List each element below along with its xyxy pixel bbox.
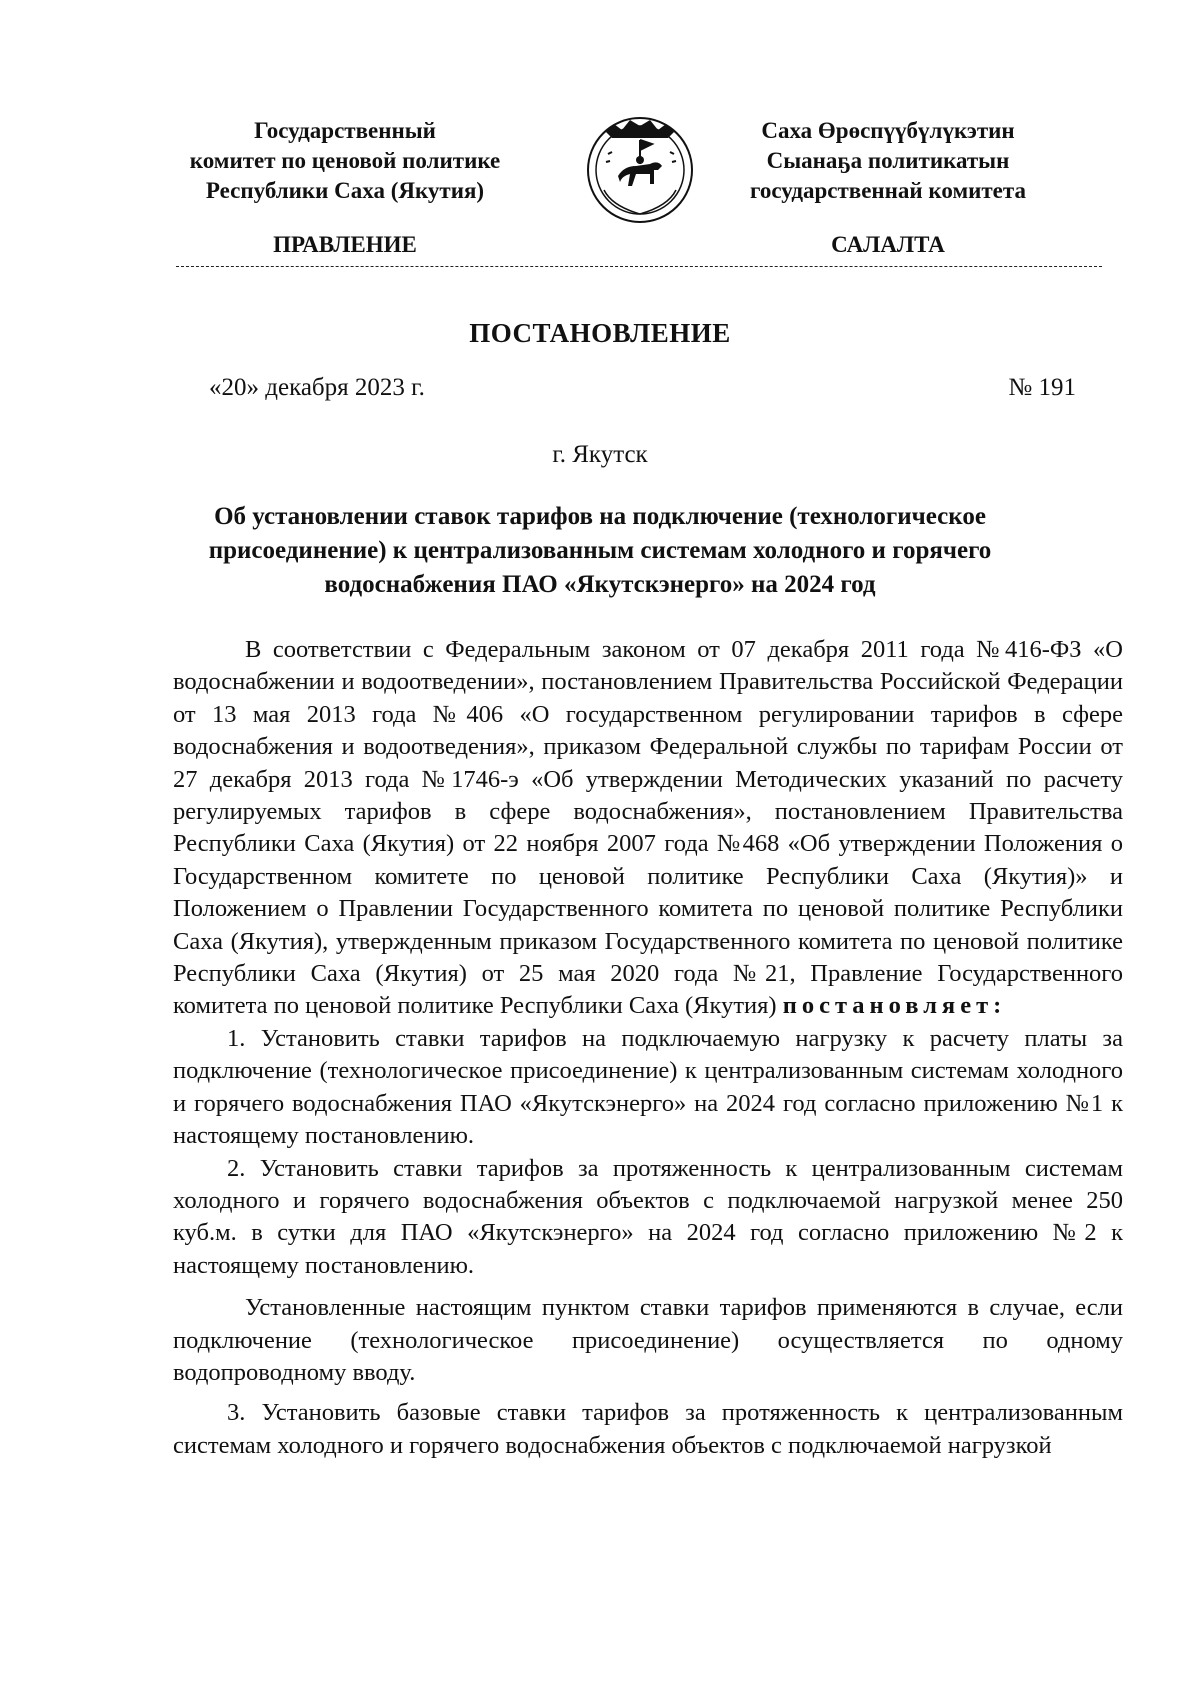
preamble-text: В соответствии с Федеральным законом от 07 декабря 2011 года №416-ФЗ «О водоснабжении и водоотведении», постановлением Правительства Российской Федерации от 13 мая 2013 года №406 «О государственном регулировании тарифов в сфере водоснабжения и водоотведения», приказом Федеральной службы по тарифам России от 27 декабря 2013 года №1746-э «Об утверждении Методических указаний по расчету регулируемых тарифов в сфере водоснабжения», постановлением Правительства Республики Саха (Якутия) от 22 ноября 2007 года №468 «Об утверждении Положения о Государственном комитете по ценовой политике Республики Саха (Якутия)» и Положением о Правлении Государственного комитета по ценовой политике Республики Саха (Якутия), утвержденным приказом Государственного комитета по ценовой политике Республики Саха (Якутия) от 25 мая 2020 года №21, Правление Государственного комитета по ценовой политике Республики Саха (Якутия) (173, 636, 1123, 1020)
issuer-name-russian (150, 116, 540, 206)
board-label-russian: ПРАВЛЕНИЕ (273, 232, 417, 257)
document-title-line: водоснабжения ПАО «Якутскэнерго» на 2024 год (324, 571, 876, 598)
issuer-name-line: Сыанаҕа политикатын (766, 148, 1010, 173)
item-3-paragraph: 3. Установить базовые ставки тарифов за протяженность к централизованным системам холодного и горячего водоснабжения объектов с подключаемой нагрузкой (173, 1399, 1123, 1459)
issuer-name-line: Государственный (254, 118, 436, 143)
item-2-paragraph: 2. Установить ставки тарифов за протяженность к централизованным системам холодного и горячего водоснабжения объектов с подключаемой нагрузкой менее 250 куб.м. в сутки для ПАО «Якутскэнерго» на 2024 год согласно приложению №2 к настоящему постановлению. (173, 1154, 1123, 1279)
document-title (160, 500, 1040, 602)
issuer-name-sakha (718, 116, 1058, 206)
document-number: № 191 (1008, 374, 1076, 401)
document-date: «20» декабря 2023 г. (209, 374, 425, 401)
document-body (173, 634, 1123, 1462)
document-type: ПОСТАНОВЛЕНИЕ (469, 318, 731, 348)
resolves-keyword: постановляет: (782, 992, 1007, 1020)
header-divider (176, 266, 1102, 267)
document-city: г. Якутск (552, 441, 648, 468)
board-label-sakha: САЛАЛТА (831, 232, 945, 257)
item-1-paragraph: 1. Установить ставки тарифов на подключаемую нагрузку к расчету платы за подключение (технологическое присоединение) к централизованным системам холодного и горячего водоснабжения ПАО «Якутскэнерго» на 2024 год согласно приложению №1 к настоящему постановлению. (173, 1024, 1123, 1150)
item-2-note-paragraph: Установленные настоящим пунктом ставки тарифов применяются в случае, если подключение (технологическое присоединение) осуществляется по одному водопроводному вводу. (173, 1294, 1123, 1386)
issuer-name-line: государственнай комитета (750, 178, 1026, 203)
issuer-name-line: Саха Өрөспүүбүлүкэтин (761, 118, 1015, 143)
issuer-name-line: Республики Саха (Якутия) (205, 178, 485, 203)
document-title-line: присоединение) к централизованным системам холодного и горячего (208, 537, 992, 564)
sakha-republic-coat-of-arms-icon (584, 110, 696, 228)
document-title-line: Об установлении ставок тарифов на подключение (технологическое (214, 503, 986, 530)
preamble-paragraph (173, 634, 1123, 1023)
issuer-name-line: комитет по ценовой политике (189, 148, 501, 173)
